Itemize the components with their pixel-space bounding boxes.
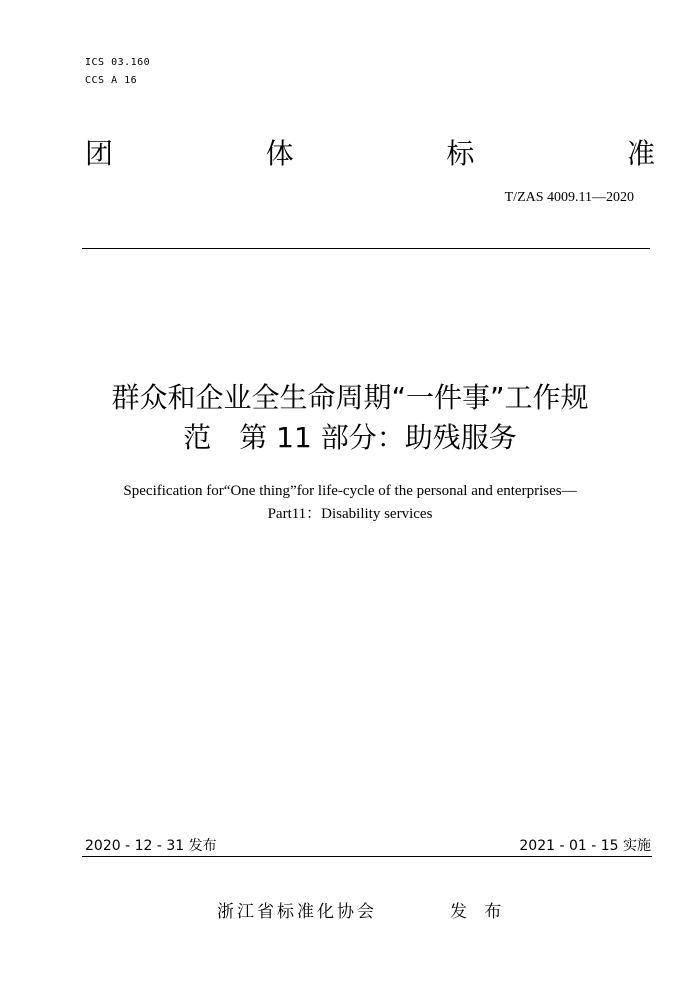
issuing-organization: 浙江省标准化协会 (217, 902, 377, 922)
ccs-code: CCS A 16 (85, 75, 138, 86)
english-title-line-2: Part11：Disability services (267, 506, 433, 522)
standard-type-char: 团 (85, 137, 114, 170)
classification-codes (85, 54, 150, 90)
issue-date: 2020 - 12 - 31 发布 (85, 838, 217, 854)
standard-type-char: 体 (265, 137, 294, 170)
standard-number: T/ZAS 4009.11—2020 (504, 190, 634, 205)
top-divider (82, 248, 650, 249)
english-title-line-1: Specification for“One thing”for life-cycle of the personal and enterprises— (123, 483, 577, 499)
date-row (85, 836, 651, 856)
ics-code: ICS 03.160 (85, 57, 151, 68)
chinese-title-line-1: 群众和企业全生命周期“一件事”工作规 (111, 381, 589, 414)
standard-type-heading (85, 134, 655, 174)
bottom-divider (82, 856, 652, 857)
standard-type-char: 准 (626, 137, 655, 170)
publish-label: 发 布 (450, 902, 508, 922)
standard-type-char: 标 (446, 137, 475, 170)
chinese-title-line-2: 范 第 11 部分：助残服务 (183, 421, 517, 454)
implementation-date: 2021 - 01 - 15 实施 (519, 838, 651, 854)
